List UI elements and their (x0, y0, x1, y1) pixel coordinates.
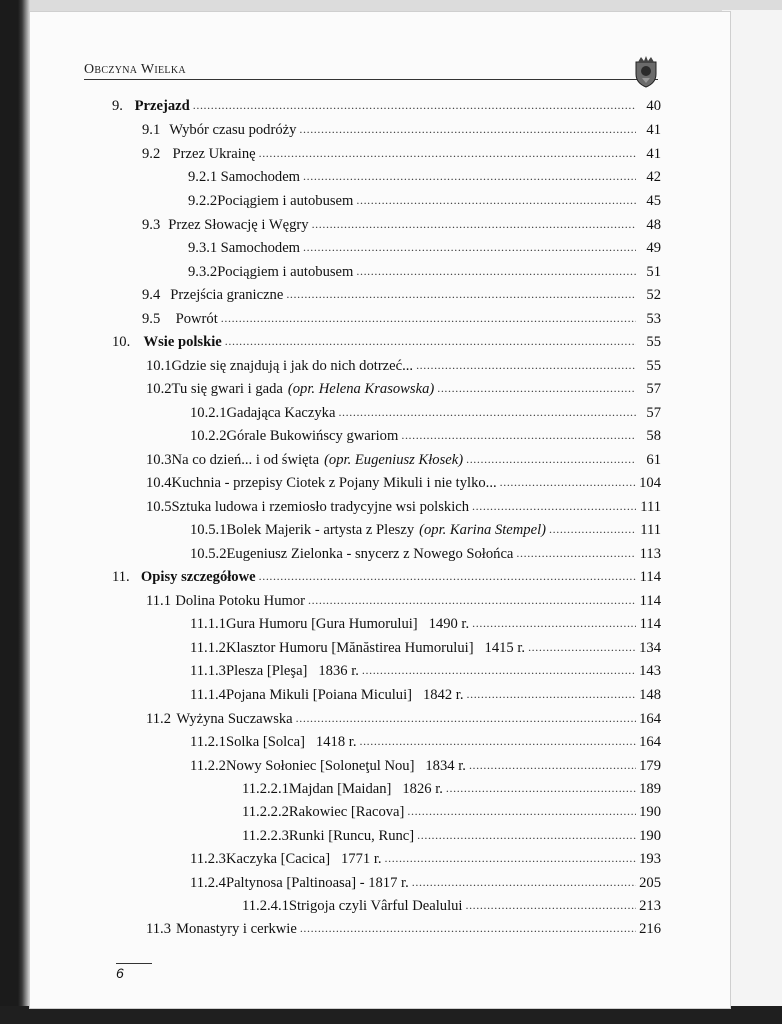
toc-dot-leader (465, 894, 636, 916)
toc-dot-leader (359, 730, 636, 752)
toc-dot-leader (407, 800, 636, 822)
toc-entry-page: 57 (646, 405, 661, 421)
toc-entry-page: 113 (639, 546, 661, 562)
toc-dot-leader (469, 754, 636, 776)
toc-entry (112, 331, 661, 353)
toc-entry-page: 164 (639, 711, 661, 727)
toc-entry-title: Rakowiec [Racova] (288, 804, 405, 820)
toc-entry-page: 143 (639, 663, 661, 679)
toc-entry-number: 9.3.1 (188, 240, 218, 256)
toc-dot-leader (528, 636, 636, 658)
toc-dot-leader (259, 565, 636, 587)
toc-entry-title: Przez Ukrainę (172, 146, 256, 162)
toc-dot-leader (467, 683, 637, 705)
toc-entry (146, 449, 661, 471)
toc-entry-author: (opr. Helena Krasowska) (287, 381, 435, 397)
toc-dot-leader (338, 401, 636, 423)
toc-dot-leader (412, 871, 636, 893)
toc-entry-page: 179 (639, 758, 661, 774)
toc-entry-number: 9.2.2 (188, 193, 218, 209)
toc-dot-leader (286, 283, 636, 305)
toc-entry-title: Kuchnia - przepisy Ciotek z Pojany Mikuli i nie tylko... (171, 475, 497, 491)
toc-dot-leader (466, 448, 636, 470)
toc-entry-number: 10.2.1 (190, 405, 227, 421)
toc-entry-number: 11.1.2 (190, 640, 226, 656)
toc-entry-number: 11.1 (146, 593, 171, 609)
toc-entry-page: 61 (646, 452, 661, 468)
toc-dot-leader (516, 542, 636, 564)
toc-entry-page: 40 (646, 98, 661, 114)
toc-entry (190, 425, 661, 447)
toc-entry (188, 166, 661, 188)
toc-entry (190, 684, 661, 706)
toc-entry-title: Dolina Potoku Humor (175, 593, 306, 609)
toc-dot-leader (385, 847, 636, 869)
toc-dot-leader (356, 189, 636, 211)
toc-entry (146, 496, 661, 518)
toc-entry-number: 11. (112, 569, 130, 585)
running-title: Obczyna Wielka (84, 62, 186, 77)
toc-entry (190, 660, 661, 682)
toc-entry (112, 566, 661, 588)
toc-entry (146, 355, 661, 377)
toc-entry-title: Opisy szczegółowe (140, 569, 256, 585)
toc-entry-number: 9.2 (142, 146, 161, 162)
page-number: 6 (116, 965, 124, 981)
toc-entry-title: Paltynosa [Paltinoasa] - 1817 r. (225, 875, 409, 891)
toc-entry-number: 10.1 (146, 358, 172, 374)
toc-entry-title: Strigoja czyli Vârful Dealului (288, 898, 463, 914)
toc-entry-number: 10.2.2 (190, 428, 227, 444)
toc-dot-leader (472, 495, 636, 517)
toc-entry-number: 9.1 (142, 122, 161, 138)
toc-entry-title: Nowy Sołoniec [Soloneţul Nou] 1834 r. (225, 758, 466, 774)
toc-dot-leader (193, 94, 636, 116)
toc-entry-page: 104 (639, 475, 661, 491)
toc-entry-number: 10.3 (146, 452, 172, 468)
toc-entry-title: Pojana Mikuli [Poiana Micului] 1842 r. (225, 687, 464, 703)
toc-entry-page: 111 (640, 499, 661, 515)
toc-entry-page: 58 (646, 428, 661, 444)
toc-dot-leader (362, 659, 636, 681)
toc-entry-author: (opr. Karina Stempel) (419, 522, 547, 538)
toc-dot-leader (401, 424, 636, 446)
toc-entry-title: Wybór czasu podróży (169, 122, 297, 138)
toc-entry-title: Klasztor Humoru [Mănăstirea Humorului] 1415 r. (225, 640, 526, 656)
toc-entry-number: 11.2.4 (190, 875, 226, 891)
toc-entry-number: 10.4 (146, 475, 172, 491)
toc-entry-author: (opr. Eugeniusz Kłosek) (324, 452, 464, 468)
toc-entry-page: 114 (639, 569, 661, 585)
toc-entry-title: Wyżyna Suczawska (176, 711, 293, 727)
toc-entry-title: Powrót (175, 311, 218, 327)
toc-entry-number: 9.3.2 (188, 264, 218, 280)
toc-entry-page: 190 (639, 828, 661, 844)
toc-entry-page: 53 (646, 311, 661, 327)
toc-entry-title: Monastyry i cerkwie (176, 921, 297, 937)
toc-entry-number: 9.2.1 (188, 169, 218, 185)
toc-entry (188, 190, 661, 212)
toc-entry-page: 205 (639, 875, 661, 891)
toc-entry (146, 378, 661, 400)
toc-dot-leader (299, 118, 636, 140)
toc-entry-number: 11.2.1 (190, 734, 226, 750)
toc-entry-page: 164 (639, 734, 661, 750)
toc-entry-title: Runki [Runcu, Runc] (288, 828, 415, 844)
toc-entry (142, 284, 661, 306)
toc-entry (190, 519, 661, 541)
toc-entry-title: Sztuka ludowa i rzemiosło tradycyjne wsi polskich (171, 499, 470, 515)
toc-entry-page: 57 (646, 381, 661, 397)
toc-entry-page: 41 (646, 146, 661, 162)
toc-entry-page: 216 (639, 921, 661, 937)
toc-entry (146, 590, 661, 612)
toc-entry-page: 190 (639, 804, 661, 820)
toc-entry-page: 48 (646, 217, 661, 233)
toc-dot-leader (303, 165, 636, 187)
toc-entry-title: Przez Słowację i Węgry (168, 217, 309, 233)
toc-entry (242, 778, 661, 800)
toc-entry-title: Pociągiem i autobusem (217, 193, 354, 209)
toc-entry-title: Pociągiem i autobusem (217, 264, 354, 280)
toc-entry-number: 10.5.2 (190, 546, 227, 562)
toc-entry-number: 11.2.2.3 (242, 828, 289, 844)
toc-entry (190, 848, 661, 870)
toc-entry-number: 9.4 (142, 287, 161, 303)
toc-entry-number: 11.2.3 (190, 851, 226, 867)
toc-dot-leader (549, 518, 636, 540)
toc-entry-number: 10.5 (146, 499, 172, 515)
toc-entry-title: Majdan [Maidan] 1826 r. (288, 781, 443, 797)
toc-entry-title: Gdzie się znajdują i jak do nich dotrzeć... (171, 358, 414, 374)
toc-entry-title: Górale Bukowińscy gwariom (226, 428, 399, 444)
toc-entry (190, 755, 661, 777)
toc-entry-title: Kaczyka [Cacica] 1771 r. (225, 851, 382, 867)
toc-entry (190, 872, 661, 894)
toc-entry-number: 10.5.1 (190, 522, 227, 538)
toc-dot-leader (446, 777, 636, 799)
toc-entry-title: Gadająca Kaczyka (226, 405, 336, 421)
toc-dot-leader (356, 260, 636, 282)
toc-dot-leader (312, 213, 636, 235)
toc-entry (146, 708, 661, 730)
toc-entry (190, 402, 661, 424)
toc-entry (146, 472, 661, 494)
toc-dot-leader (303, 236, 636, 258)
toc-entry-title: Samochodem (220, 169, 301, 185)
toc-entry-page: 189 (639, 781, 661, 797)
toc-entry-page: 42 (646, 169, 661, 185)
toc-entry-number: 9.3 (142, 217, 161, 233)
toc-entry (190, 731, 661, 753)
toc-entry-number: 11.2.2.1 (242, 781, 289, 797)
toc-entry-page: 52 (646, 287, 661, 303)
toc-entry-title: Eugeniusz Zielonka - snycerz z Nowego Sołońca (226, 546, 514, 562)
toc-entry-page: 111 (640, 522, 661, 538)
toc-entry-number: 11.2 (146, 711, 171, 727)
toc-entry (242, 825, 661, 847)
toc-entry (190, 613, 661, 635)
toc-entry-number: 11.1.4 (190, 687, 226, 703)
toc-entry-page: 55 (646, 334, 661, 350)
toc-entry (142, 214, 661, 236)
toc-entry-page: 45 (646, 193, 661, 209)
toc-entry-title: Przejazd (134, 98, 190, 114)
toc-entry-number: 9.5 (142, 311, 161, 327)
toc-dot-leader (472, 612, 636, 634)
toc-entry-page: 114 (639, 593, 661, 609)
toc-dot-leader (225, 330, 636, 352)
toc-entry-title: Plesza [Pleşa] 1836 r. (225, 663, 359, 679)
toc-entry-page: 148 (639, 687, 661, 703)
toc-entry (188, 237, 661, 259)
toc-entry-title: Wsie polskie (143, 334, 222, 350)
toc-dot-leader (259, 142, 636, 164)
toc-entry-title: Samochodem (220, 240, 301, 256)
toc-entry-page: 114 (639, 616, 661, 632)
toc-dot-leader (417, 824, 636, 846)
toc-entry-page: 49 (646, 240, 661, 256)
toc-entry-title: Bolek Majerik - artysta z Pleszy (226, 522, 415, 538)
toc-dot-leader (300, 917, 636, 939)
toc-entry-number: 9. (112, 98, 123, 114)
toc-dot-leader (308, 589, 636, 611)
toc-entry-title: Tu się gwari i gada (171, 381, 283, 397)
toc-entry-title: Solka [Solca] 1418 r. (225, 734, 357, 750)
toc-entry-page: 134 (639, 640, 661, 656)
toc-dot-leader (416, 354, 636, 376)
toc-entry (142, 143, 661, 165)
toc-entry-page: 41 (646, 122, 661, 138)
toc-entry-page: 51 (646, 264, 661, 280)
toc-entry-title: Przejścia graniczne (170, 287, 284, 303)
toc-entry-number: 11.1.1 (190, 616, 226, 632)
toc-entry-title: Na co dzień... i od święta (171, 452, 320, 468)
toc-dot-leader (500, 471, 636, 493)
toc-entry-number: 10.2 (146, 381, 172, 397)
footer-rule (116, 963, 152, 964)
toc-entry (146, 918, 661, 940)
toc-entry-number: 11.2.2 (190, 758, 226, 774)
toc-dot-leader (221, 307, 636, 329)
toc-entry (190, 543, 661, 565)
toc-entry (242, 895, 661, 917)
toc-entry (142, 119, 661, 141)
toc-dot-leader (296, 707, 636, 729)
toc-entry (142, 308, 661, 330)
toc-entry-page: 193 (639, 851, 661, 867)
toc-entry (242, 801, 661, 823)
toc-entry-number: 11.3 (146, 921, 171, 937)
toc-entry (190, 637, 661, 659)
toc-dot-leader (437, 377, 636, 399)
toc-entry-page: 55 (646, 358, 661, 374)
toc-entry-title: Gura Humoru [Gura Humorului] 1490 r. (225, 616, 470, 632)
toc-entry (188, 261, 661, 283)
toc-entry-number: 11.2.2.2 (242, 804, 289, 820)
toc-entry (112, 95, 661, 117)
toc-entry-number: 11.2.4.1 (242, 898, 289, 914)
toc-entry-number: 11.1.3 (190, 663, 226, 679)
toc-entry-page: 213 (639, 898, 661, 914)
toc-entry-number: 10. (112, 334, 131, 350)
